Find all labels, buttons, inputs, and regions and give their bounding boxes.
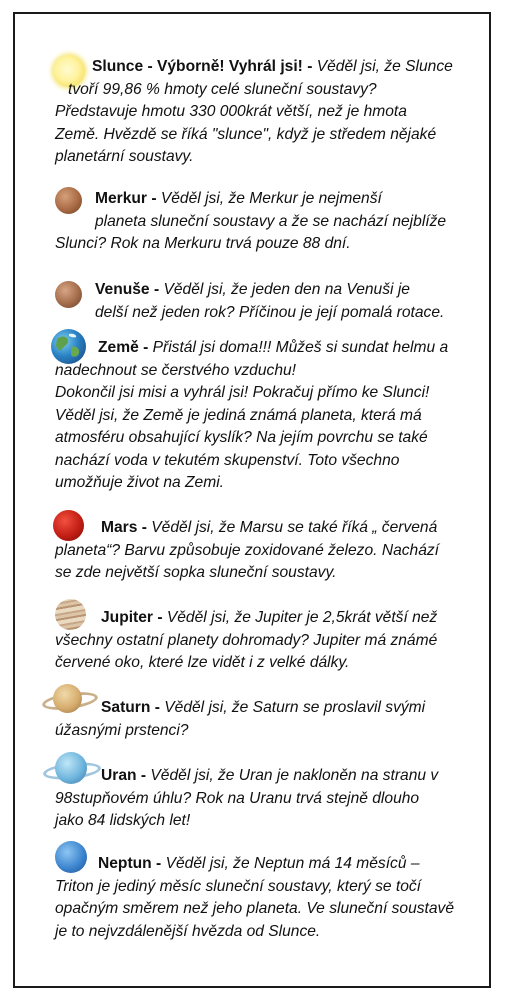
entry-title: Země - [98,339,149,356]
entry-text: Mars - Věděl jsi, že Marsu se také říká „ červená planeta“? Barvu způsobuje zoxidované železo. Nachází se zde největší sopka sluneční soustavy. [55,519,440,581]
entry-text: Neptun - Věděl jsi, že Neptun má 14 měsíců – Triton je jediný měsíc sluneční soustavy, který se točí opačným směrem než jeho planeta. Ve sluneční soustavě je to nejvzdálenější hvězda od Slunce. [55,855,455,940]
entry-title: Saturn - [101,699,160,716]
entry-text: Slunce - Výborně! Vyhrál jsi! - Věděl jsi, že Slunce tvoří 99,86 % hmoty celé sluneční soustavy? Představuje hmotu 330 000krát větší, než je hmota Země. Hvězdě se říká "slunce", když je středem nějaké planetární soustavy. [55,58,453,165]
entry-title: Uran - [101,767,147,784]
entry-title: Merkur - [95,190,157,207]
entry-title: Slunce - Výborně! Vyhrál jsi! - [92,58,313,75]
entry-text: Venuše - Věděl jsi, že jeden den na Venuši je delší než jeden rok? Příčinou je její pomalá rotace. [95,281,445,321]
entry-text: Uran - Věděl jsi, že Uran je nakloněn na stranu v 98stupňovém úhlu? Rok na Uranu trvá stejně dlouho jako 84 lidských let! [55,767,439,829]
entry-title: Venuše - [95,281,160,298]
entry-title: Neptun - [98,855,162,872]
entry-text: Merkur - Věděl jsi, že Merkur je nejmenší planeta sluneční soustavy a že se nachází nejblíže Slunci? Rok na Merkuru trvá pouze 88 dní. [55,190,447,252]
entry-text: Jupiter - Věděl jsi, že Jupiter je 2,5krát větší než všechny ostatní planety dohromady? Jupiter má známé červené oko, které lze vidět i z velké dálky. [55,609,438,671]
entry-text: Saturn - Věděl jsi, že Saturn se proslavil svými úžasnými prstenci? [55,699,426,739]
entry-title: Jupiter - [101,609,163,626]
card-frame [13,12,491,988]
entry-text: Země - Přistál jsi doma!!! Můžeš si sundat helmu a nadechnout se čerstvého vzduchu! Dokončil jsi misi a vyhrál jsi! Pokračuj přímo ke Slunci! Věděl jsi, že Země je jediná známá planeta, která má atmosféru obsahující kyslík? Na jejím povrchu se také nachází voda v tekutém skupenství. Toto všechno umožňuje život na Zemi. [55,339,449,491]
entry-title: Mars - [101,519,147,536]
